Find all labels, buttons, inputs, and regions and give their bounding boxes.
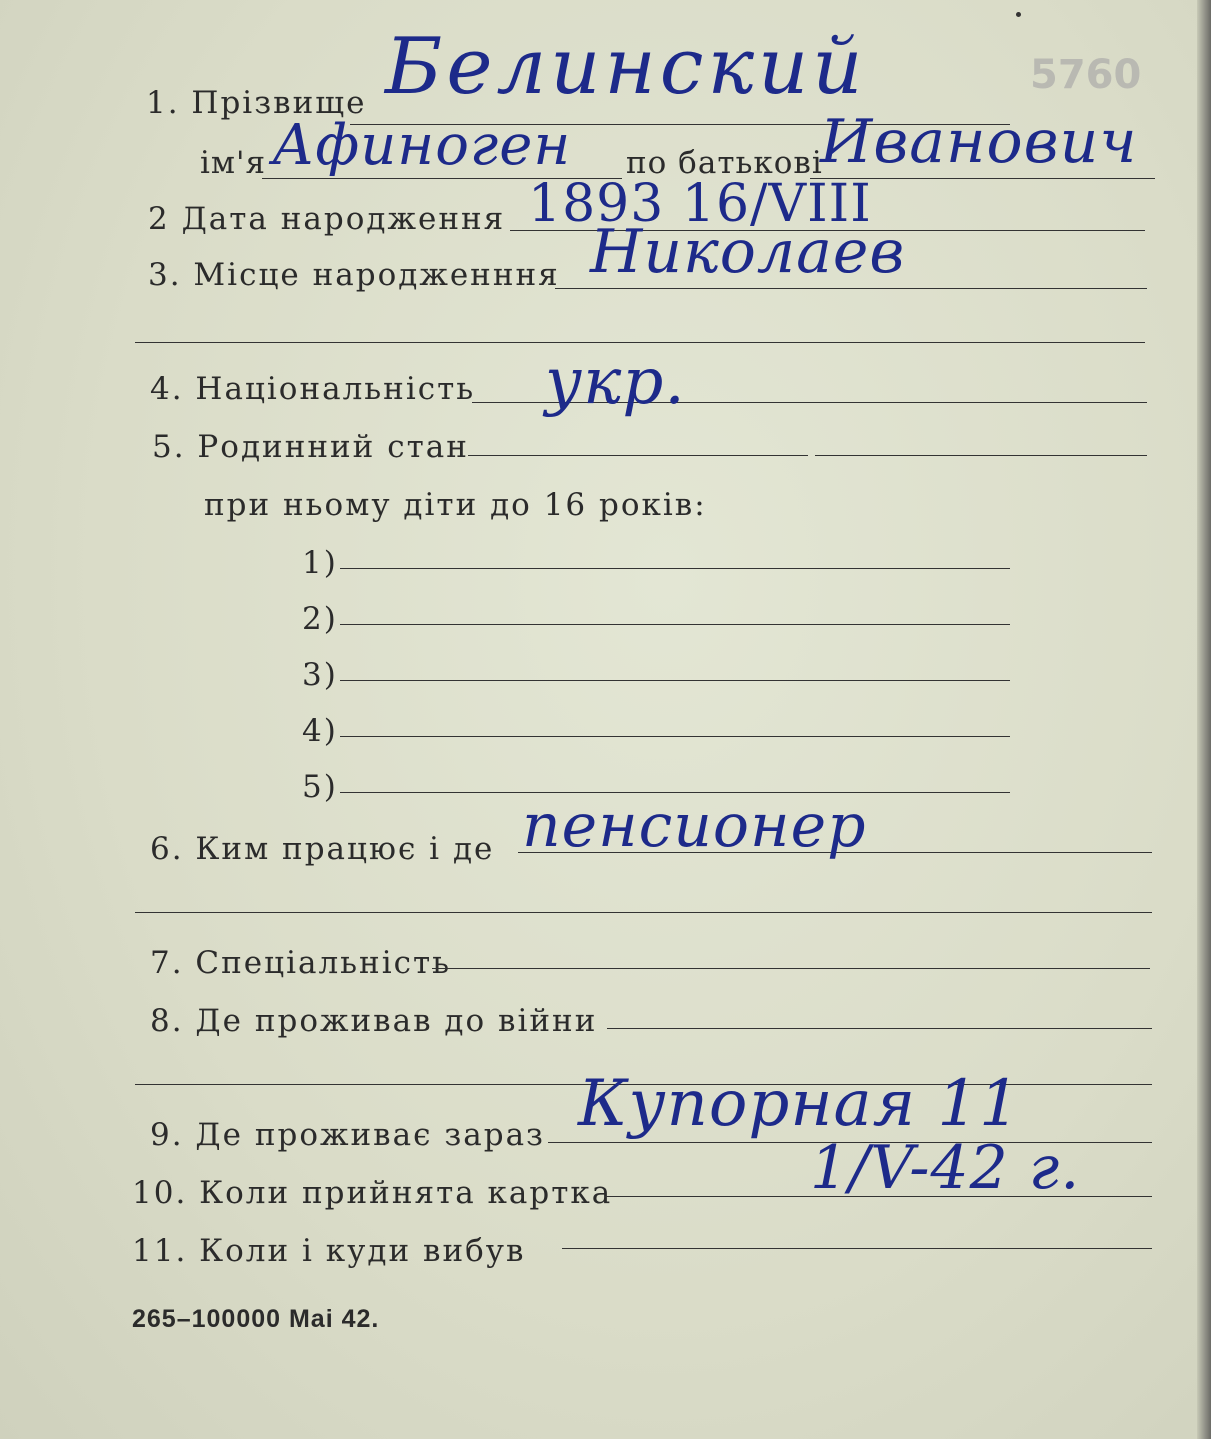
print-info: 265–100000 Mai 42. (132, 1305, 380, 1333)
children-label: при ньому діти до 16 років: (204, 487, 707, 523)
child-2-line (340, 624, 1010, 625)
child-1-line (340, 568, 1010, 569)
field-marital-label: 5. Родинний стан (152, 429, 469, 465)
field-patronymic-label: по батькові (626, 145, 823, 181)
nationality-handwriting: укр. (545, 345, 686, 419)
field-prewar-address-label: 8. Де проживав до війни (150, 1003, 598, 1039)
field-marital-line-a (468, 455, 808, 456)
child-1-label: 1) (302, 545, 338, 581)
field-nationality-label: 4. Національність (150, 371, 476, 407)
field-surname-label: 1. Прізвище (146, 85, 367, 121)
birthdate-handwriting: 1893 16/VIII (528, 174, 872, 234)
field-occupation-label: 6. Ким працює і де (150, 831, 495, 867)
card-date-handwriting: 1/V-42 г. (810, 1133, 1081, 1203)
field-current-address-label: 9. Де проживає зараз (150, 1117, 545, 1153)
field-card-date-label: 10. Коли прийнята картка (132, 1175, 613, 1211)
child-4-line (340, 736, 1010, 737)
child-5-label: 5) (302, 769, 338, 805)
field-name-label: ім'я (200, 145, 267, 181)
surname-handwriting: Белинский (385, 22, 867, 112)
child-3-line (340, 680, 1010, 681)
card-edge-shadow (1197, 0, 1211, 1439)
field-specialty-line (432, 968, 1150, 969)
first-name-handwriting: Афиноген (272, 113, 572, 178)
field-prewar-address-line (607, 1028, 1152, 1029)
field-birthplace-line (555, 288, 1147, 289)
field-birthplace-label: 3. Місце народженння (148, 257, 560, 293)
ink-mark (1016, 12, 1021, 17)
patronymic-handwriting: Иванович (820, 107, 1138, 177)
field-specialty-label: 7. Спеціальність (150, 945, 452, 981)
birthplace-handwriting: Николаев (590, 217, 906, 287)
field-marital-line-b (815, 455, 1147, 456)
field-departure-line (562, 1248, 1152, 1249)
archive-number: 5760 (1030, 52, 1142, 98)
field-birthplace-continuation-line (135, 342, 1145, 343)
field-departure-label: 11. Коли і куди вибув (132, 1233, 526, 1269)
field-occupation-continuation-line (135, 912, 1152, 913)
child-2-label: 2) (302, 601, 338, 637)
child-3-label: 3) (302, 657, 338, 693)
current-address-handwriting: Купорная 11 (578, 1067, 1021, 1141)
occupation-handwriting: пенсионер (522, 791, 867, 861)
field-birthdate-label: 2 Дата народження (148, 201, 506, 237)
child-4-label: 4) (302, 713, 338, 749)
